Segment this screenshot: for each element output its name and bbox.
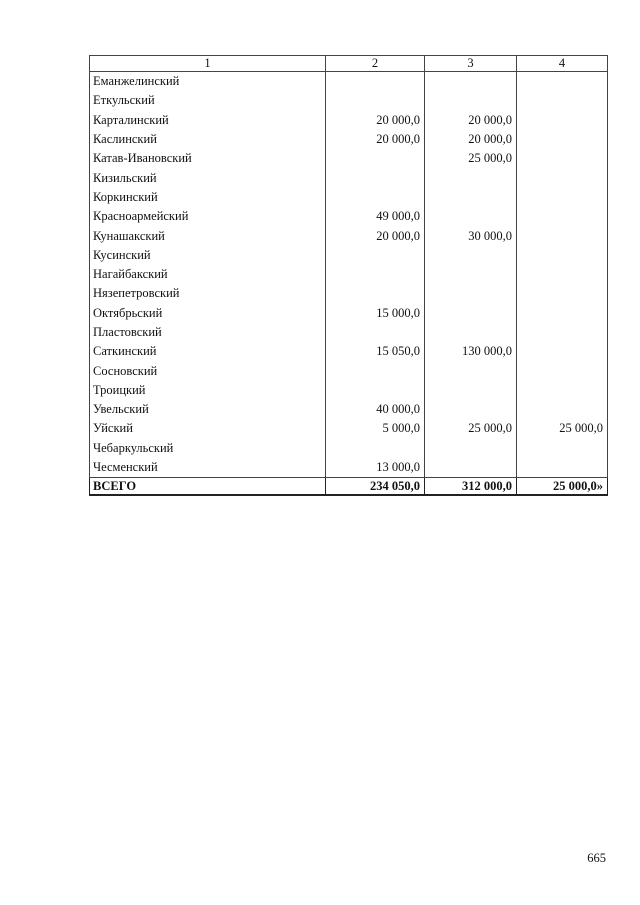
value-cell-col-4: [517, 246, 608, 265]
value-cell-col-2: [326, 91, 425, 110]
value-cell-col-3: [425, 168, 517, 187]
district-name-cell: Троицкий: [90, 381, 326, 400]
value-cell-col-4: [517, 226, 608, 245]
value-cell-col-2: 13 000,0: [326, 458, 425, 478]
table-row: [90, 381, 608, 400]
table-row: [90, 111, 608, 130]
value-cell-col-4: [517, 361, 608, 380]
value-cell-col-2: [326, 265, 425, 284]
value-cell-col-2: [326, 149, 425, 168]
district-name-cell: Увельский: [90, 400, 326, 419]
value-cell-col-2: [326, 361, 425, 380]
district-name-cell: Нагайбакский: [90, 265, 326, 284]
value-cell-col-3: [425, 72, 517, 92]
value-cell-col-3: [425, 91, 517, 110]
value-cell-col-4: [517, 381, 608, 400]
table-row: [90, 91, 608, 110]
value-cell-col-3: [425, 323, 517, 342]
value-cell-col-2: 20 000,0: [326, 130, 425, 149]
district-name-cell: Кунашакский: [90, 226, 326, 245]
district-name-cell: Чесменский: [90, 458, 326, 478]
table-row: [90, 207, 608, 226]
column-header-1: 1: [90, 56, 326, 72]
table-row: [90, 361, 608, 380]
value-cell-col-2: [326, 284, 425, 303]
table-row: [90, 439, 608, 458]
value-cell-col-3: [425, 188, 517, 207]
table-row: [90, 284, 608, 303]
value-cell-col-3: [425, 458, 517, 478]
table-header-row: [90, 56, 608, 72]
value-cell-col-2: 49 000,0: [326, 207, 425, 226]
column-header-3: 3: [425, 56, 517, 72]
value-cell-col-3: 20 000,0: [425, 130, 517, 149]
value-cell-col-2: [326, 188, 425, 207]
value-cell-col-4: [517, 188, 608, 207]
value-cell-col-3: [425, 400, 517, 419]
table-row: [90, 226, 608, 245]
value-cell-col-2: [326, 439, 425, 458]
district-name-cell: Октябрьский: [90, 304, 326, 323]
district-name-cell: Чебаркульский: [90, 439, 326, 458]
table-row: [90, 400, 608, 419]
value-cell-col-3: [425, 439, 517, 458]
value-cell-col-4: [517, 207, 608, 226]
value-cell-col-4: [517, 130, 608, 149]
total-row: [90, 478, 608, 496]
district-name-cell: Саткинский: [90, 342, 326, 361]
value-cell-col-4: [517, 111, 608, 130]
value-cell-col-2: 15 050,0: [326, 342, 425, 361]
table-row: [90, 323, 608, 342]
value-cell-col-4: [517, 284, 608, 303]
district-name-cell: Коркинский: [90, 188, 326, 207]
table-row: [90, 168, 608, 187]
value-cell-col-3: [425, 207, 517, 226]
table-row: [90, 458, 608, 478]
value-cell-col-2: [326, 323, 425, 342]
district-name-cell: Сосновский: [90, 361, 326, 380]
value-cell-col-2: 15 000,0: [326, 304, 425, 323]
total-col-2: 234 050,0: [326, 478, 425, 496]
district-name-cell: Нязепетровский: [90, 284, 326, 303]
district-name-cell: Катав-Ивановский: [90, 149, 326, 168]
value-cell-col-2: 5 000,0: [326, 419, 425, 438]
value-cell-col-3: [425, 265, 517, 284]
value-cell-col-3: 25 000,0: [425, 419, 517, 438]
page-number: 665: [587, 851, 606, 865]
value-cell-col-2: 20 000,0: [326, 226, 425, 245]
value-cell-col-3: 30 000,0: [425, 226, 517, 245]
district-name-cell: Карталинский: [90, 111, 326, 130]
value-cell-col-3: [425, 284, 517, 303]
value-cell-col-4: [517, 342, 608, 361]
table-row: [90, 130, 608, 149]
district-name-cell: Пластовский: [90, 323, 326, 342]
value-cell-col-4: [517, 265, 608, 284]
table-row: [90, 72, 608, 92]
column-header-2: 2: [326, 56, 425, 72]
district-name-cell: Еткульский: [90, 91, 326, 110]
value-cell-col-4: [517, 323, 608, 342]
district-name-cell: Кизильский: [90, 168, 326, 187]
value-cell-col-4: 25 000,0: [517, 419, 608, 438]
value-cell-col-2: 40 000,0: [326, 400, 425, 419]
value-cell-col-4: [517, 458, 608, 478]
district-name-cell: Кусинский: [90, 246, 326, 265]
table-row: [90, 419, 608, 438]
value-cell-col-4: [517, 149, 608, 168]
table-row: [90, 265, 608, 284]
value-cell-col-3: [425, 381, 517, 400]
total-col-3: 312 000,0: [425, 478, 517, 496]
value-cell-col-2: 20 000,0: [326, 111, 425, 130]
district-name-cell: Еманжелинский: [90, 72, 326, 92]
table-row: [90, 149, 608, 168]
table-row: [90, 304, 608, 323]
value-cell-col-4: [517, 72, 608, 92]
district-name-cell: Каслинский: [90, 130, 326, 149]
value-cell-col-3: 20 000,0: [425, 111, 517, 130]
value-cell-col-3: 130 000,0: [425, 342, 517, 361]
value-cell-col-4: [517, 439, 608, 458]
value-cell-col-2: [326, 246, 425, 265]
value-cell-col-3: 25 000,0: [425, 149, 517, 168]
budget-table: [89, 55, 608, 496]
value-cell-col-4: [517, 168, 608, 187]
value-cell-col-2: [326, 72, 425, 92]
district-name-cell: Красноармейский: [90, 207, 326, 226]
value-cell-col-3: [425, 304, 517, 323]
value-cell-col-2: [326, 168, 425, 187]
district-name-cell: Уйский: [90, 419, 326, 438]
value-cell-col-4: [517, 304, 608, 323]
value-cell-col-2: [326, 381, 425, 400]
table-row: [90, 246, 608, 265]
total-label: ВСЕГО: [90, 478, 326, 496]
value-cell-col-3: [425, 361, 517, 380]
value-cell-col-3: [425, 246, 517, 265]
total-col-4: 25 000,0»: [517, 478, 608, 496]
column-header-4: 4: [517, 56, 608, 72]
value-cell-col-4: [517, 91, 608, 110]
table-row: [90, 342, 608, 361]
table-row: [90, 188, 608, 207]
value-cell-col-4: [517, 400, 608, 419]
table-body: [90, 72, 608, 478]
